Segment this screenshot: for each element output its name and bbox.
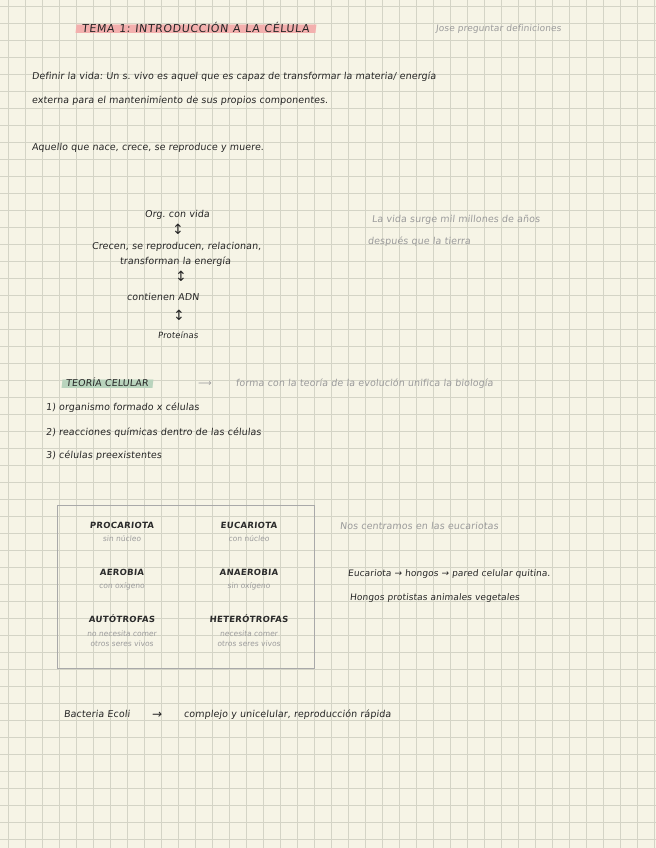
cell-autotroph-sub-2: otros seres vivos [90,639,154,648]
bacteria-note: complejo y unicelular, reproducción rápida [183,709,392,720]
page-title: TEMA 1: INTRODUCCIÓN A LA CÉLULA [75,22,317,35]
definition-line-2: externa para el mantenimiento de sus propios componentes. [31,95,329,106]
cell-aerobic-sub: con oxígeno [98,581,146,590]
diagram-node-dna: contienen ADN [126,292,200,303]
theory-item-2: 2) reacciones químicas dentro de las células [45,427,263,438]
cell-heterotroph-sub-2: otros seres vivos [217,639,281,648]
cell-anaerobic-title: ANAEROBIA [219,568,279,578]
up-down-arrow-icon: ↕ [175,269,187,285]
cell-eukaryote-title: EUCARIOTA [220,521,278,531]
cell-eukaryote-sub: con núcleo [228,534,270,543]
diagram-node-organisms: Org. con vida [144,209,211,220]
cell-prokaryote-title: PROCARIOTA [89,521,155,531]
cell-autotroph-sub-1: no necesita comer [86,629,158,638]
diagram-note-line-1: La vida surge mil millones de años [371,214,541,225]
theory-arrow-icon: ⟶ [197,378,213,389]
eukaryote-focus-note: Nos centramos en las eucariotas [339,521,500,532]
cell-prokaryote-sub: sin núcleo [102,534,142,543]
side-note: Jose preguntar definiciones [435,24,562,34]
theory-item-3: 3) células preexistentes [45,450,163,461]
diagram-node-functions: Crecen, se reproducen, relacionan, [91,241,262,252]
diagram-note-line-2: después que la tierra [367,236,472,247]
cell-heterotroph-title: HETERÓTROFAS [209,615,289,625]
up-down-arrow-icon: ↕ [173,308,185,324]
cell-aerobic-title: AEROBIA [99,568,145,578]
theory-heading: TEORÍA CELULAR [61,378,153,389]
theory-note: forma con la teoría de la evolución unifica la biología [235,378,495,389]
eukarya-note-line-1: Eucariota → hongos → pared celular quitina. [347,569,551,579]
right-arrow-icon: → [151,707,163,721]
theory-item-1: 1) organismo formado x células [45,402,201,413]
cell-autotroph-title: AUTÓTROFAS [88,615,156,625]
diagram-node-functions-2: transforman la energía [119,256,232,267]
life-definition: Aquello que nace, crece, se reproduce y muere. [31,142,265,153]
up-down-arrow-icon: ↕ [172,222,184,238]
eukarya-note-line-2: Hongos protistas animales vegetales [349,593,521,603]
bacteria-label: Bacteria Ecoli [63,709,131,720]
diagram-node-proteins: Proteínas [157,331,199,341]
cell-anaerobic-sub: sin oxígeno [227,581,271,590]
cell-heterotroph-sub-1: necesita comer [219,629,279,638]
definition-line-1: Definir la vida: Un s. vivo es aquel que es capaz de transformar la materia/ energía [31,71,437,82]
